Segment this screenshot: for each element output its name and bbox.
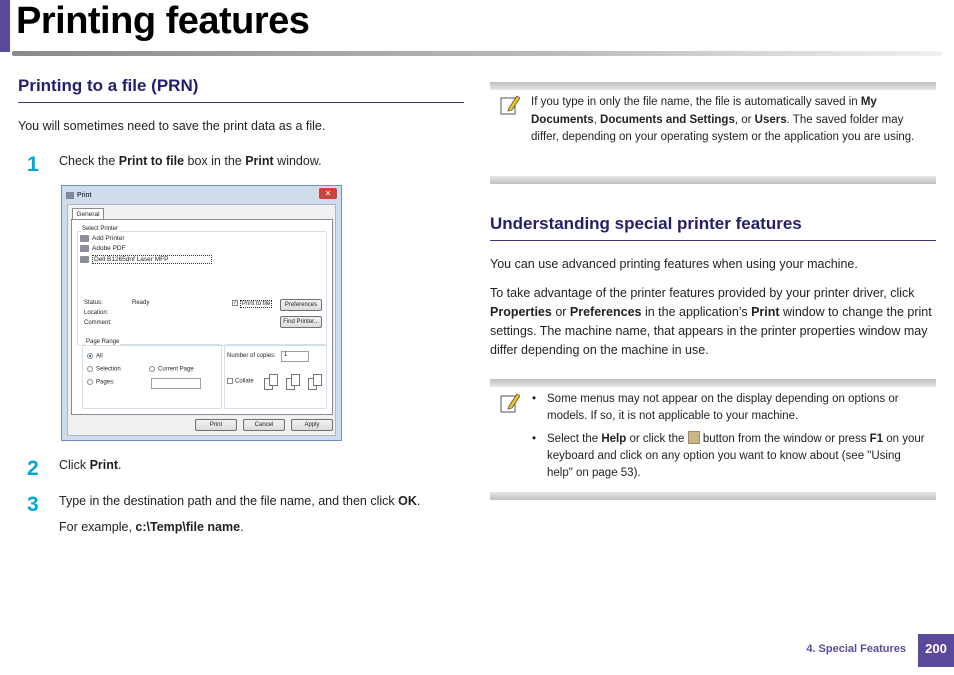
- comment-label: Comment:: [84, 320, 112, 326]
- copies-label: Number of copies:: [227, 353, 276, 359]
- printer-list: [80, 232, 320, 282]
- radio-current-page[interactable]: Current Page: [149, 366, 194, 373]
- section-rule-special: [490, 240, 936, 241]
- collate-pages-icon: [264, 374, 324, 392]
- apply-button[interactable]: Apply: [291, 419, 333, 431]
- step-number-2: 2: [27, 457, 39, 480]
- pages-input[interactable]: [151, 378, 201, 389]
- note-text-1: If you type in only the file name, the file is automatically saved in My Documents, Documents and Settings, or Users. The saved folder may differ, depending on your operating system or the application you are using.: [531, 96, 915, 143]
- printer-item[interactable]: Add Printer: [80, 232, 320, 244]
- footer-chapter: 4. Special Features: [806, 643, 906, 655]
- tab-panel: [71, 219, 333, 415]
- dialog-titlebar: [62, 186, 341, 204]
- note-pencil-icon: [500, 94, 520, 116]
- note-box-2: [490, 379, 936, 500]
- note-bullet-1: • Some menus may not appear on the display depending on options or models. If so, it is not applicable to your machine.: [532, 393, 899, 422]
- section-title-prn: Printing to a file (PRN): [18, 76, 199, 95]
- tab-general[interactable]: General: [72, 208, 104, 220]
- intro-text: You will sometimes need to save the print data as a file.: [18, 119, 326, 133]
- title-rule: [12, 51, 942, 56]
- title-accent-bar: [0, 0, 10, 52]
- radio-pages[interactable]: Pages:: [87, 379, 115, 386]
- collate-checkbox[interactable]: Collate: [227, 378, 254, 385]
- step-number-3: 3: [27, 493, 39, 516]
- page-number: 200: [918, 634, 954, 667]
- section-rule-prn: [18, 102, 464, 103]
- status-value: Ready: [132, 300, 150, 306]
- special-intro: You can use advanced printing features when using your machine.: [490, 257, 858, 271]
- note-pencil-icon: [500, 392, 520, 414]
- location-label: Location:: [84, 310, 109, 316]
- dialog-body: [67, 204, 336, 436]
- step-text-3: Type in the destination path and the file name, and then click OK.: [59, 494, 421, 508]
- example-text: For example, c:\Temp\file name.: [59, 520, 244, 534]
- find-printer-button[interactable]: Find Printer...: [280, 316, 322, 328]
- status-label: Status:: [84, 300, 103, 306]
- note-box-1: [490, 82, 936, 184]
- page-range-label: Page Range: [86, 339, 120, 345]
- dialog-title: Print: [77, 191, 92, 199]
- step-text-2: Click Print.: [59, 458, 122, 472]
- page-range-group: [82, 344, 222, 409]
- help-icon: [688, 431, 700, 444]
- preferences-button[interactable]: Preferences: [280, 299, 322, 311]
- printer-item-selected[interactable]: Dell B1265dnf Laser MFP: [80, 253, 320, 265]
- print-dialog-image: [61, 185, 342, 441]
- printer-icon: [66, 192, 74, 199]
- radio-selection[interactable]: Selection: [87, 366, 121, 373]
- select-printer-label: Select Printer: [82, 226, 119, 232]
- note-bullet-2: • Select the Help or click the button from the window or press F1 on your keyboard and click on any option you want to know about (see "Using help" on page 53).: [532, 433, 925, 479]
- print-button[interactable]: Print: [195, 419, 237, 431]
- section-title-special: Understanding special printer features: [490, 214, 802, 233]
- step-text-1: Check the Print to file box in the Print window.: [59, 154, 322, 168]
- printer-item[interactable]: Adobe PDF: [80, 242, 320, 254]
- special-paragraph: To take advantage of the printer features provided by your printer driver, click Properties or Preferences in the application’s Print window to change the print settings. The machine name, that appears in the printer properties window may differ depending on the machine in use.: [490, 286, 932, 357]
- print-to-file-checkbox[interactable]: ✓ Print to file: [233, 300, 271, 307]
- close-icon[interactable]: ✕: [319, 188, 337, 199]
- printer-icon: [80, 245, 89, 252]
- step-number-1: 1: [27, 153, 39, 176]
- radio-all[interactable]: All: [87, 353, 103, 360]
- printer-icon: [80, 235, 89, 242]
- copies-input[interactable]: 1: [281, 351, 309, 362]
- page-title: Printing features: [16, 0, 310, 42]
- cancel-button[interactable]: Cancel: [243, 419, 285, 431]
- printer-icon: [80, 256, 89, 263]
